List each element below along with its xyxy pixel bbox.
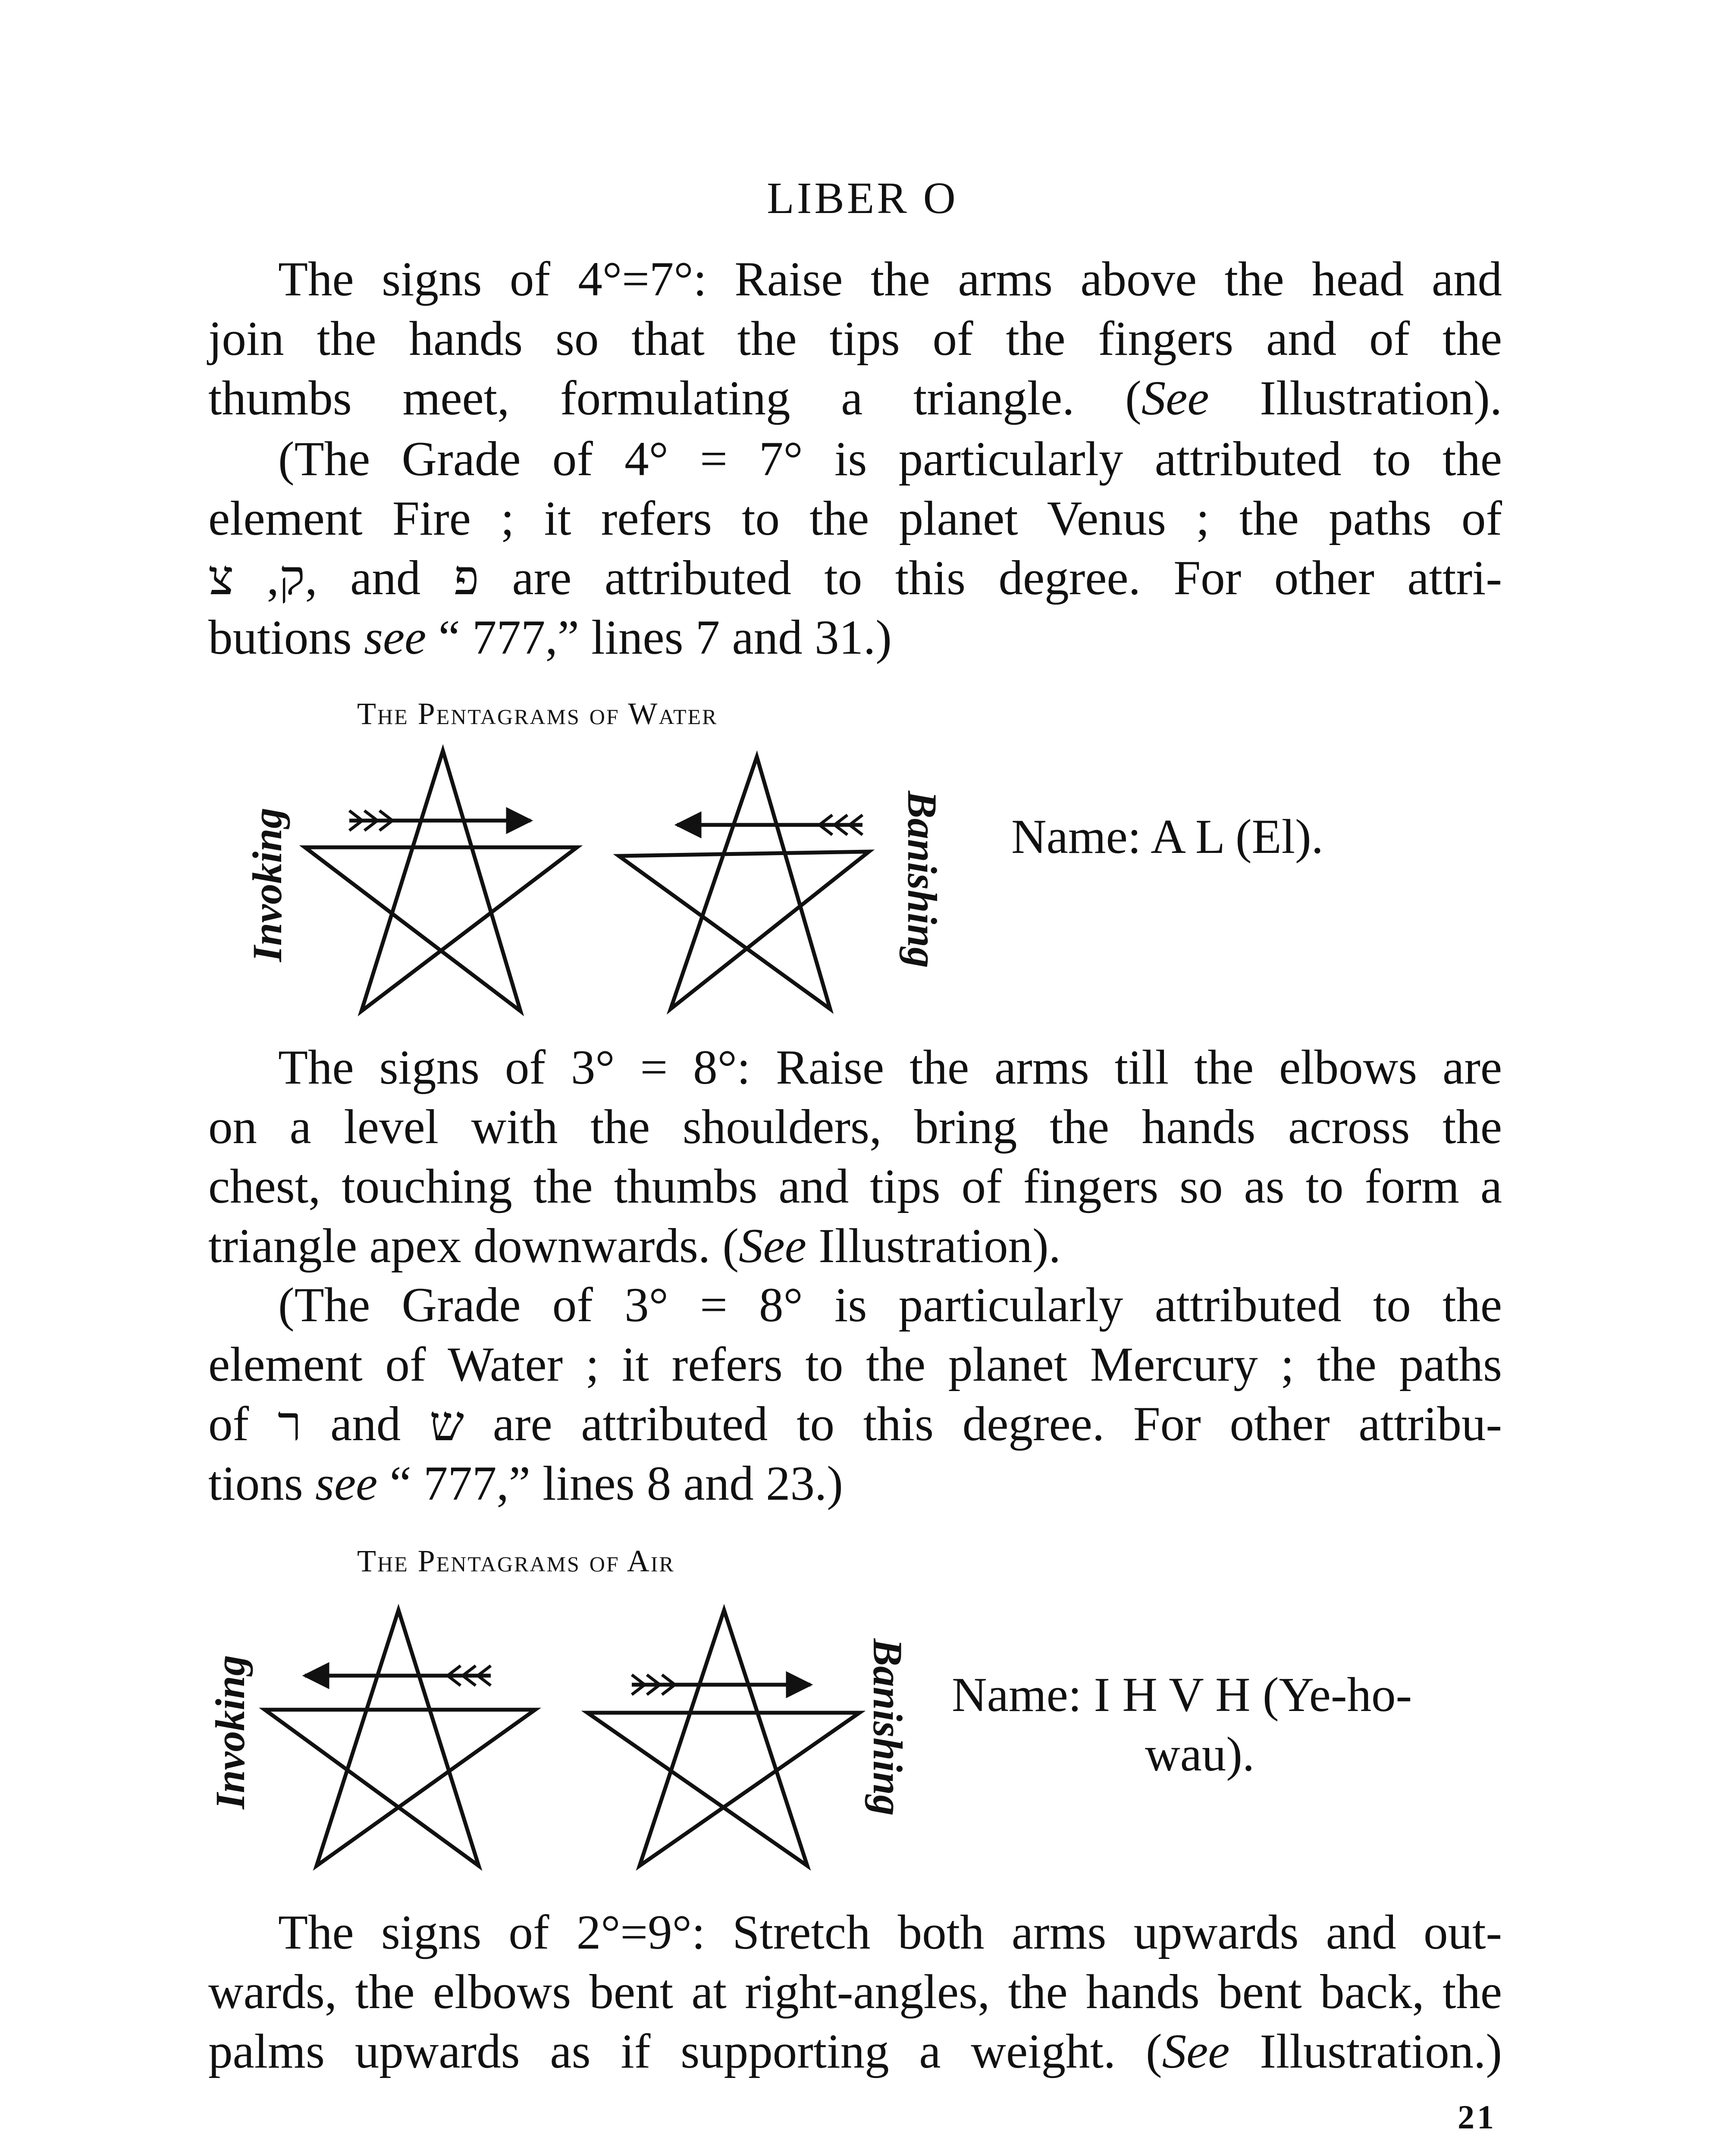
air-divine-name-continued: wau). xyxy=(1145,1727,1255,1781)
text-segment: wards, the elbows bent at right-angles, the hands bent back, the xyxy=(208,1965,1502,2019)
text-segment: Illustration). xyxy=(1209,371,1502,425)
water-divine-name: Name: A L (El). xyxy=(1011,810,1324,864)
water-invoking-label: Invoking xyxy=(244,808,290,962)
text-segment: ק, צ, and פ are attributed to this degree. For other attri- xyxy=(208,551,1502,605)
water-banishing-pentagram-icon xyxy=(619,757,869,1009)
text-segment: Illustration). xyxy=(806,1219,1061,1273)
air-divine-name: Name: I H V H (Ye-ho- xyxy=(952,1668,1412,1722)
page-number: 21 xyxy=(1458,2098,1496,2136)
italic-text: See xyxy=(1162,2024,1230,2078)
air-banishing-arrow-right-icon xyxy=(632,1675,810,1695)
air-caption: The Pentagrams of Air xyxy=(357,1544,675,1578)
text-segment: of ר and ש are attributed to this degree. For other attribu- xyxy=(208,1397,1502,1451)
text-segment: The signs of 4°=7°: Raise the arms above the head and xyxy=(278,252,1502,306)
text-segment: butions xyxy=(208,611,364,664)
text-segment: “ 777,” lines 7 and 31.) xyxy=(426,611,892,664)
air-invoking-label: Invoking xyxy=(207,1655,253,1809)
text-segment: on a level with the shoulders, bring the hands across the xyxy=(208,1100,1502,1154)
text-segment: (The Grade of 3° = 8° is particularly attributed to the xyxy=(278,1278,1502,1332)
paragraph-signs-2-9 xyxy=(208,1903,1502,2081)
water-invoking-arrow-right-icon xyxy=(349,811,530,830)
air-banishing-label: Banishing xyxy=(865,1639,911,1816)
text-segment: join the hands so that the tips of the fingers and of the xyxy=(208,312,1502,366)
text-segment: chest, touching the thumbs and tips of fingers so as to form a xyxy=(208,1159,1502,1213)
italic-text: see xyxy=(364,611,427,664)
text-segment: “ 777,” lines 8 and 23.) xyxy=(377,1457,843,1510)
text-segment: tions xyxy=(208,1457,316,1510)
text-segment: The signs of 2°=9°: Stretch both arms upwards and out- xyxy=(278,1905,1502,1959)
water-banishing-label: Banishing xyxy=(899,791,945,968)
running-header: LIBER O xyxy=(767,173,958,223)
text-line xyxy=(208,1962,1502,2022)
text-line xyxy=(208,1903,1502,1962)
italic-text: See xyxy=(1141,371,1209,425)
air-banishing-pentagram-icon xyxy=(587,1610,859,1866)
water-caption: The Pentagrams of Water xyxy=(357,696,718,731)
text-line xyxy=(208,2022,1502,2081)
air-invoking-pentagram-icon xyxy=(265,1610,535,1866)
text-segment: palms upwards as if supporting a weight. ( xyxy=(208,2024,1162,2078)
text-segment: element of Water ; it refers to the planet Mercury ; the paths xyxy=(208,1338,1502,1391)
text-segment: Illustration.) xyxy=(1229,2024,1502,2078)
italic-text: see xyxy=(315,1457,378,1510)
air-invoking-arrow-left-icon xyxy=(305,1666,491,1686)
text-segment: The signs of 3° = 8°: Raise the arms till the elbows are xyxy=(278,1040,1502,1094)
water-invoking-pentagram-icon xyxy=(305,751,577,1011)
text-segment: element Fire ; it refers to the planet Venus ; the paths of xyxy=(208,492,1502,545)
text-segment: triangle apex downwards. ( xyxy=(208,1219,739,1273)
italic-text: See xyxy=(739,1219,806,1273)
text-segment: thumbs meet, formulating a triangle. ( xyxy=(208,371,1142,425)
water-banishing-arrow-left-icon xyxy=(677,815,862,835)
text-segment: (The Grade of 4° = 7° is particularly attributed to the xyxy=(278,432,1502,486)
